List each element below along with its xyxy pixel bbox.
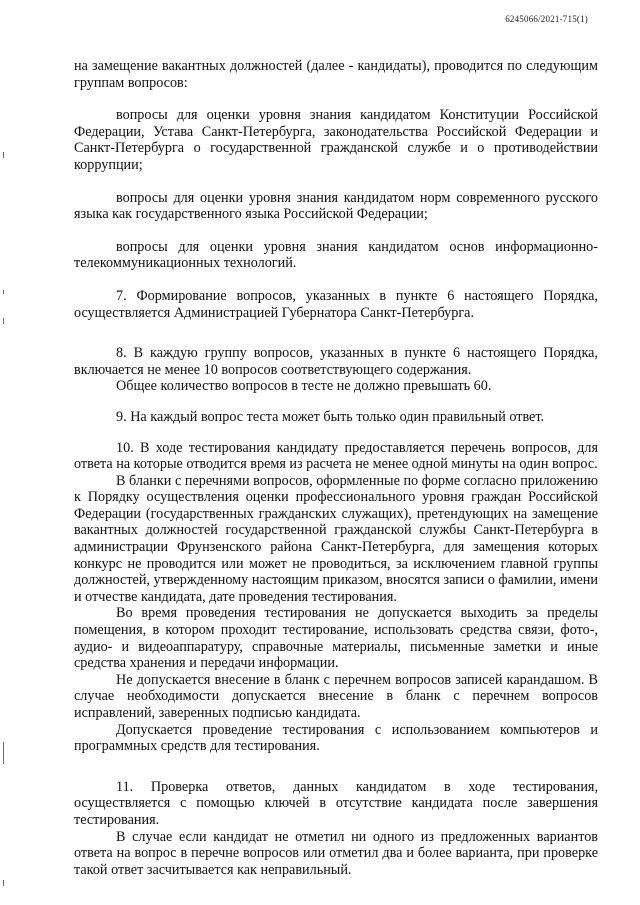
scan-edge-mark — [3, 742, 4, 764]
document-number: 6245066/2021-715(1) — [505, 14, 588, 24]
scan-edge-mark — [3, 318, 4, 324]
scan-edge-mark — [3, 152, 4, 158]
paragraph-item-8: 8. В каждую группу вопросов, указанных в пункте 6 настоящего Порядка, включается не менее 10 вопросов соответствующего содержания. — [74, 345, 598, 378]
paragraph-item-7: 7. Формирование вопросов, указанных в пункте 6 настоящего Порядка, осуществляется Администрацией Губернатора Санкт-Петербурга. — [74, 287, 598, 321]
paragraph-item-10-restrictions: Во время проведения тестирования не допускается выходить за пределы помещения, в котором проходит тестирование, использовать средства связи, фото-, аудио- и видеоаппаратуру, справочные материалы, письменные заметки и иные средства хранения и передачи информации. — [74, 605, 598, 672]
document-body — [74, 58, 598, 878]
scan-edge-mark — [3, 290, 4, 294]
scan-edge-mark — [3, 880, 4, 886]
paragraph-item-9: 9. На каждый вопрос теста может быть только один правильный ответ. — [116, 408, 545, 425]
paragraph-item-10-blanks: В бланки с перечнями вопросов, оформленные по форме согласно приложению к Порядку осуществления оценки профессионального уровня граждан Российской Федерации (государственных гражданских служащих), претендующих на замещение вакантных должностей государственной гражданской службы Санкт-Петербурга в администрации Фрунзенского района Санкт-Петербурга, для замещения которых конкурс не проводится или может не проводиться, за исключением главной группы должностей, утвержденному настоящим приказом, вносятся записи о фамилии, имени и отчестве кандидата, дате проведения тестирования. — [74, 472, 598, 605]
paragraph-intro: на замещение вакантных должностей (далее - кандидаты), проводится по следующим группам вопросов: — [74, 58, 598, 91]
paragraph-item-10-pencil: Не допускается внесение в бланк с перечнем вопросов записей карандашом. В случае необходимости допускается внесение в бланк с перечнем вопросов исправлений, заверенных подписью кандидата. — [74, 671, 598, 721]
paragraph-item-11-incorrect: В случае если кандидат не отметил ни одного из предложенных вариантов ответа на вопрос в перечне вопросов или отметил два и более варианта, при проверке такой ответ засчитывается как неправильный. — [74, 828, 598, 878]
paragraph-question-group-2: вопросы для оценки уровня знания кандидатом норм современного русского языка как государственного языка Российской Федерации; — [74, 189, 598, 223]
paragraph-item-10: 10. В ходе тестирования кандидату предоставляется перечень вопросов, для ответа на которые отводится время из расчета не менее одной минуты на один вопрос. — [74, 439, 598, 473]
paragraph-item-8-total: Общее количество вопросов в тесте не должно превышать 60. — [116, 378, 492, 395]
paragraph-item-11: 11. Проверка ответов, данных кандидатом в ходе тестирования, осуществляется с помощью ключей в отсутствие кандидата после завершения тестирования. — [74, 778, 598, 828]
paragraph-question-group-1: вопросы для оценки уровня знания кандидатом Конституции Российской Федерации, Устава Санкт-Петербурга, законодательства Российской Федерации и Санкт-Петербурга о государственной гражданской службе и о противодействии коррупции; — [74, 107, 598, 173]
paragraph-item-10-computers: Допускается проведение тестирования с использованием компьютеров и программных средств для тестирования. — [74, 721, 598, 755]
paragraph-question-group-3: вопросы для оценки уровня знания кандидатом основ информационно-телекоммуникационных технологий. — [74, 238, 598, 272]
